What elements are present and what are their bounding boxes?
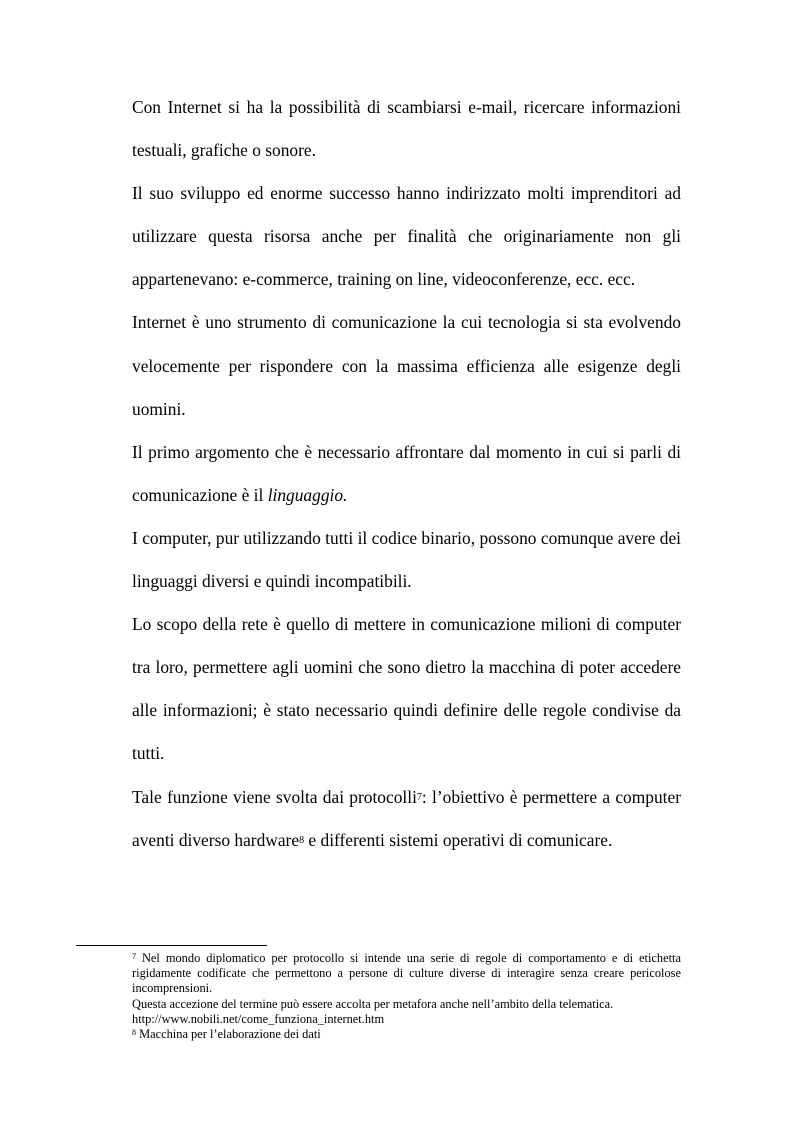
- footnotes: [132, 951, 681, 1042]
- footnote-ref-8[interactable]: 8: [299, 834, 305, 846]
- paragraph-computers: I computer, pur utilizzando tutti il codice binario, possono comunque avere dei linguaggi diversi e quindi incompatibili.: [132, 527, 681, 592]
- footnote-7-text: Nel mondo diplomatico per protocollo si intende una serie di regole di comportamento e di etichetta rigidamente codificate che permettono a persone di culture diverse di interagire senza creare pericolose incomprensioni.: [132, 951, 681, 996]
- footnote-8-text: Macchina per l’elaborazione dei dati: [136, 1027, 321, 1042]
- italic-term-linguaggio: linguaggio.: [267, 484, 348, 505]
- paragraph-network-purpose: Lo scopo della rete è quello di mettere in comunicazione milioni di computer tra loro, permettere agli uomini che sono dietro la macchina di poter accedere alle informazioni; è stato necessario quindi definire delle regole condivise da tutti.: [132, 614, 681, 764]
- paragraph-language-text: Il primo argomento che è necessario affrontare dal momento in cui si parli di comunicazione è il: [132, 441, 681, 505]
- paragraph-communication-tool: Internet è uno strumento di comunicazione la cui tecnologia si sta evolvendo velocemente per rispondere con la massima efficienza alle esigenze degli uomini.: [132, 312, 681, 419]
- footnote-7-url[interactable]: http://www.nobili.net/come_funziona_internet.htm: [132, 1011, 385, 1026]
- footnote-7-line2: Questa accezione del termine può essere accolta per metafora anche nell’ambito della telematica.: [132, 996, 614, 1011]
- paragraph-protocols-part1: Tale funzione viene svolta dai protocolli: [132, 786, 417, 807]
- footnote-ref-7[interactable]: 7: [416, 791, 422, 803]
- body-text: [132, 86, 681, 862]
- footnote-7-mark: 7: [132, 952, 136, 961]
- paragraph-internet-intro: Con Internet si ha la possibilità di scambiarsi e-mail, ricercare informazioni testuali, grafiche o sonore.: [132, 97, 681, 161]
- paragraph-language: [132, 431, 681, 517]
- paragraph-development: Il suo sviluppo ed enorme successo hanno indirizzato molti imprenditori ad utilizzare questa risorsa anche per finalità che originariamente non gli appartenevano: e-commerce, training on line, videoconferenze, ecc. ecc.: [132, 183, 681, 290]
- paragraph-protocols: [132, 776, 681, 862]
- footnote-divider: [76, 945, 267, 946]
- footnote-8: [132, 1027, 681, 1042]
- paragraph-protocols-part2: : l’obiettivo è permettere a computer aventi diverso hardware: [132, 786, 681, 850]
- paragraph-protocols-part3: e differenti sistemi operativi di comunicare.: [304, 829, 613, 850]
- footnote-7: [132, 951, 681, 997]
- footnote-8-mark: 8: [132, 1028, 136, 1038]
